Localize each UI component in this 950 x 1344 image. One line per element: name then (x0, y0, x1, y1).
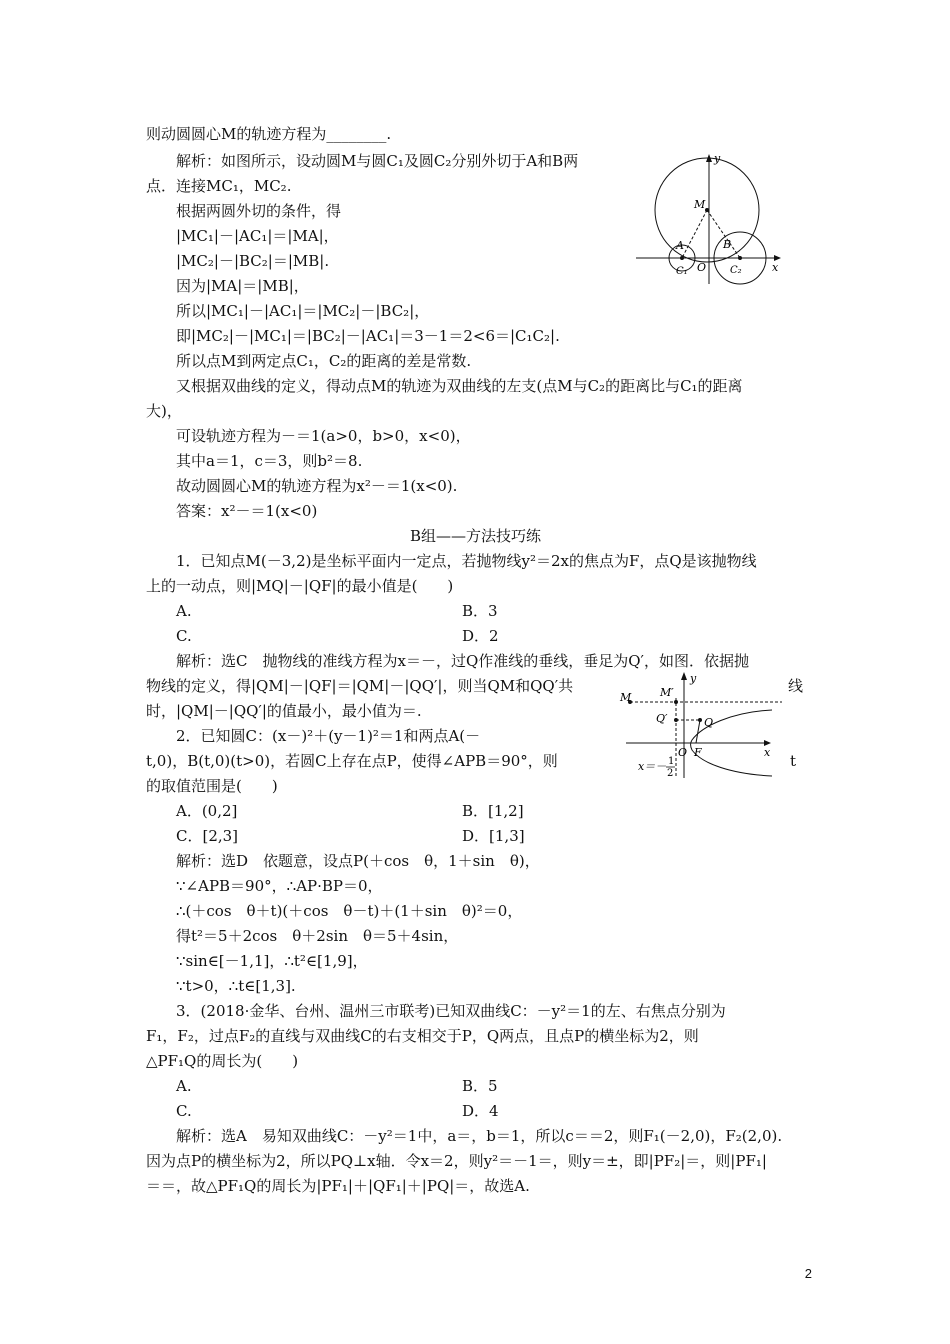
text-line: 解析：选A 易知双曲线C：－y²＝1中，a＝，b＝1，所以c＝＝2，则F₁(－2,0)，F₂(2,0). (176, 1127, 783, 1145)
label-mp: M′ (660, 686, 674, 699)
label-q: Q (704, 716, 714, 729)
label-c2: C₂ (730, 265, 742, 276)
text-line: ∴(＋cos θ＋t)(＋cos θ－t)＋(1＋sin θ)²＝0， (176, 902, 523, 920)
label-y: y (714, 152, 721, 165)
text-line: 其中a＝1，c＝3，则b²＝8. (176, 452, 363, 470)
text-line: 根据两圆外切的条件，得 (176, 202, 342, 220)
option-a: A．(0,2] (176, 802, 238, 820)
label-a: A (676, 239, 684, 252)
text-line: 因为点P的横坐标为2，所以PQ⊥x轴．令x＝2，则y²＝－1＝，则y＝±，即|PF₂|＝，则|PF₁| (146, 1152, 767, 1170)
text-line: 故动圆圆心M的轨迹方程为x²－＝1(x<0). (176, 477, 458, 495)
text-line: 又根据双曲线的定义，得动点M的轨迹为双曲线的左支(点M与C₂的距离比与C₁的距离 (176, 377, 743, 395)
text-line: 2．已知圆C：(x－)²＋(y－1)²＝1和两点A(－ (176, 727, 481, 745)
text-line: ＝＝，故△PF₁Q的周长为|PF₁|＋|QF₁|＋|PQ|＝，故选A. (146, 1177, 530, 1195)
point-c2 (738, 256, 742, 260)
label-f: F (694, 746, 702, 759)
segment-mc1 (682, 210, 707, 258)
page-number: 2 (804, 1266, 812, 1281)
label-c1: C₁ (676, 266, 688, 277)
text-line: |MC₁|－|AC₁|＝|MA|， (176, 227, 339, 245)
option-d: D．4 (462, 1102, 499, 1120)
option-b: B．[1,2] (462, 802, 524, 820)
text-line: 大)， (146, 402, 182, 420)
point-q (698, 718, 702, 722)
point-mp (674, 700, 678, 704)
label-x: x (772, 261, 779, 274)
label-o: O (697, 261, 707, 274)
option-c: C. (176, 1102, 192, 1120)
text-line: 所以点M到两定点C₁，C₂的距离的差是常数. (176, 352, 472, 370)
point-qp (674, 718, 678, 722)
section-heading: B组——方法技巧练 (410, 527, 542, 545)
option-d: D．[1,3] (462, 827, 525, 845)
text-line: 的取值范围是( ) (146, 777, 278, 795)
text-line: t (790, 752, 797, 770)
label-y: y (690, 672, 697, 685)
text-line: 得t²＝5＋2cos θ＋2sin θ＝5＋4sin， (176, 927, 459, 945)
label-m: M (694, 198, 706, 211)
label-o: O (678, 746, 688, 759)
point-c1 (680, 256, 684, 260)
text-line: 即|MC₂|－|MC₁|＝|BC₂|－|AC₁|＝3－1＝2<6＝|C₁C₂|. (176, 327, 560, 345)
point-m (705, 208, 709, 212)
text-line: 解析：选D 依题意，设点P(＋cos θ，1＋sin θ)， (176, 852, 540, 870)
label-b: B (723, 238, 732, 251)
option-a: A. (176, 602, 192, 620)
option-c: C. (176, 627, 192, 645)
text-line: ∵∠APB＝90°，∴AP·BP＝0， (176, 877, 383, 895)
text-line: 所以|MC₁|－|AC₁|＝|MC₂|－|BC₂|， (176, 302, 430, 320)
text-line: F₁，F₂，过点F₂的直线与双曲线C的右支相交于P，Q两点，且点P的横坐标为2，则 (146, 1027, 699, 1045)
figure-parabola (612, 668, 792, 780)
label-qp: Q′ (656, 712, 668, 725)
text-line: 3．(2018·金华、台州、温州三市联考)已知双曲线C：－y²＝1的左、右焦点分别为 (176, 1002, 726, 1020)
option-a: A. (176, 1077, 192, 1095)
label-half-num: 1 (668, 756, 675, 767)
text-line: 1．已知点M(－3,2)是坐标平面内一定点，若抛物线y²＝2x的焦点为F，点Q是该抛物线 (176, 552, 757, 570)
label-x: x (764, 746, 771, 759)
text-line: 物线的定义，得|QM|－|QF|＝|QM|－|QQ′|，则当QM和QQ′共 (146, 677, 574, 695)
text-line: |MC₂|－|BC₂|＝|MB|. (176, 252, 330, 270)
text-line: 上的一动点，则|MQ|－|QF|的最小值是( ) (146, 577, 454, 595)
text-line: 解析：选C 抛物线的准线方程为x＝－，过Q作准线的垂线，垂足为Q′，如图．依据抛 (176, 652, 749, 670)
y-arrow-icon (681, 672, 687, 680)
label-directrix: x＝－ (638, 760, 667, 773)
text-line: 则动圆圆心M的轨迹方程为________. (146, 125, 392, 143)
label-m: M (620, 691, 632, 704)
text-line: ∵sin∈[－1,1]，∴t²∈[1,9]， (176, 952, 368, 970)
text-line: △PF₁Q的周长为( ) (146, 1052, 299, 1070)
label-half-den: 2 (667, 768, 674, 779)
text-line: 可设轨迹方程为－＝1(a>0，b>0，x<0)， (176, 427, 471, 445)
text-line: 点．连接MC₁，MC₂. (146, 177, 292, 195)
option-b: B．5 (462, 1077, 498, 1095)
option-d: D．2 (462, 627, 499, 645)
text-line: 线 (788, 677, 804, 695)
segment-qf (696, 720, 700, 743)
text-line: 时，|QM|－|QQ′|的值最小，最小值为＝. (146, 702, 422, 720)
text-line: 解析：如图所示，设动圆M与圆C₁及圆C₂分别外切于A和B两 (176, 152, 579, 170)
text-line: t,0)，B(t,0)(t>0)，若圆C上存在点P，使得∠APB＝90°，则 (146, 752, 558, 770)
text-line: 因为|MA|＝|MB|， (176, 277, 309, 295)
text-line: ∵t>0，∴t∈[1,3]. (176, 977, 296, 995)
option-c: C．[2,3] (176, 827, 239, 845)
text-line: 答案：x²－＝1(x<0) (176, 502, 318, 520)
option-b: B．3 (462, 602, 498, 620)
figure-circles (636, 150, 786, 290)
